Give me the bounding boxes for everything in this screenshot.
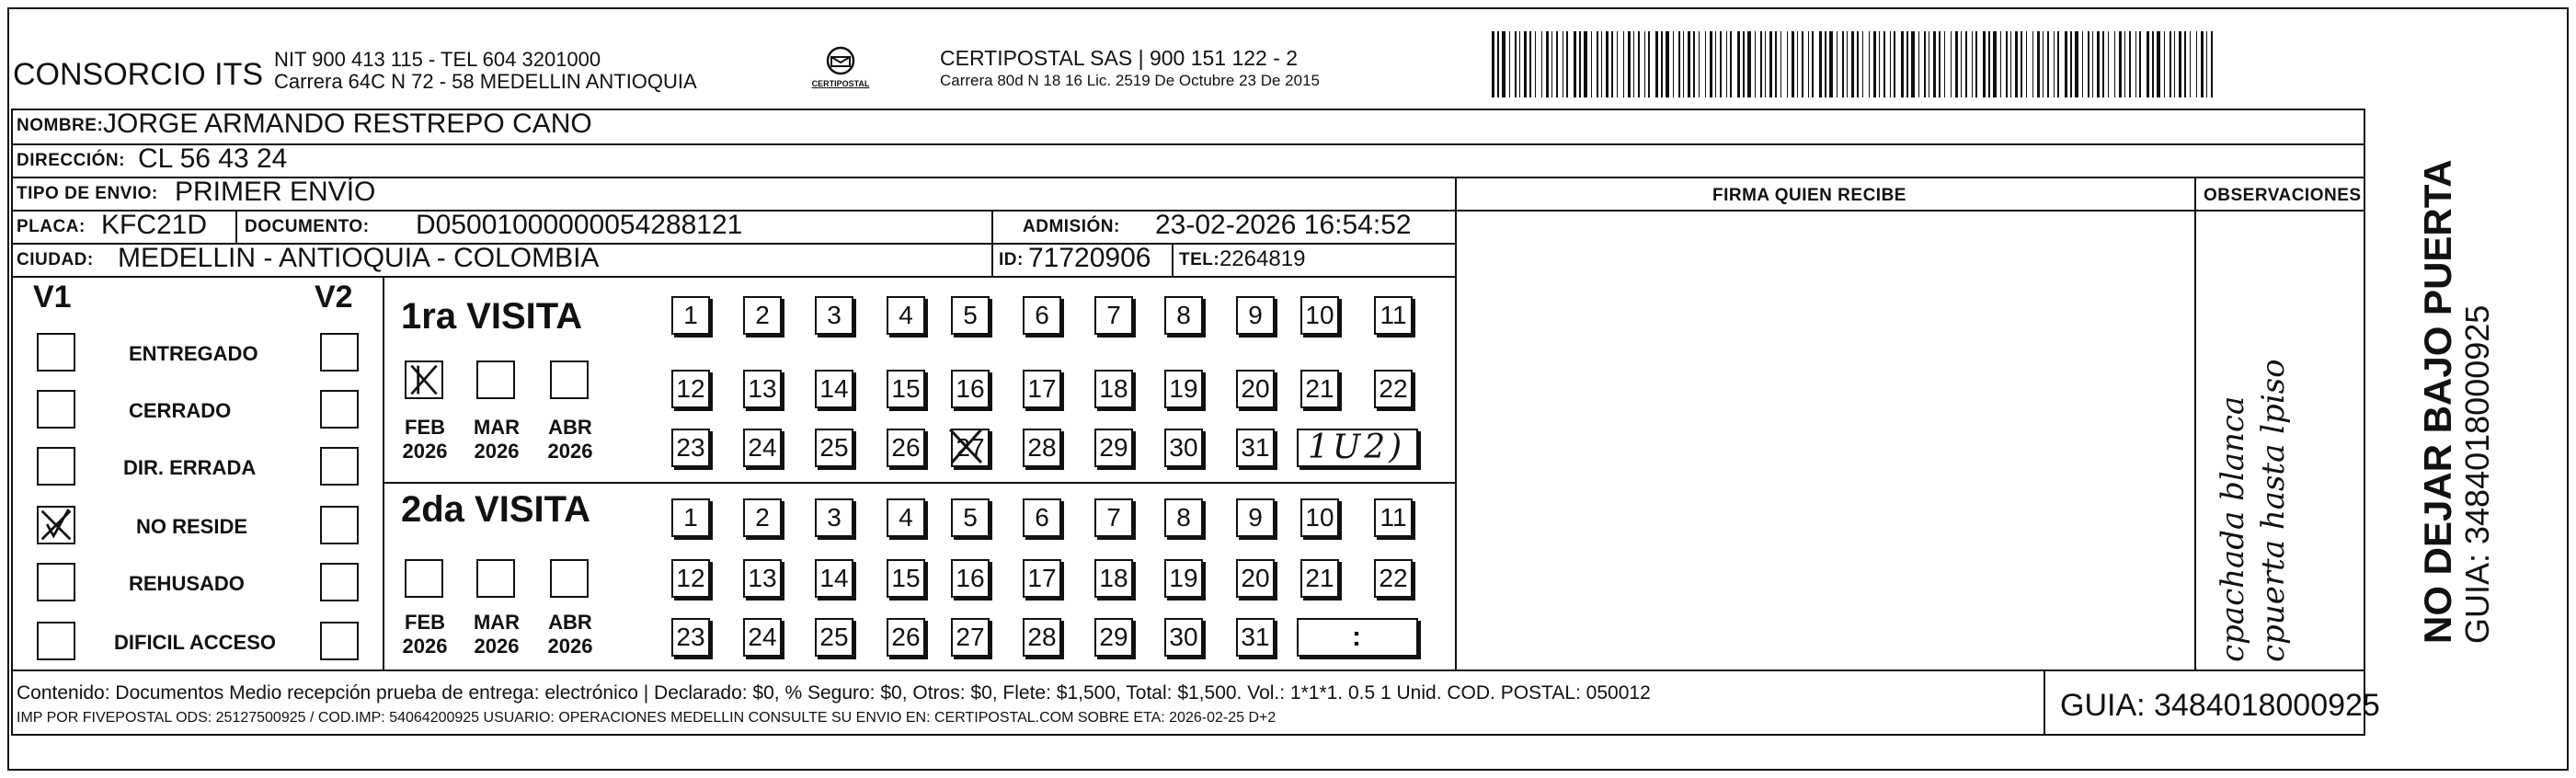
barcode-bar (1730, 31, 1732, 97)
barcode-bar (1720, 31, 1722, 97)
second-visit-day-23[interactable]: 23 (671, 618, 710, 657)
barcode-bar (2088, 31, 2089, 97)
barcode-bar (1944, 31, 1945, 97)
barcode-bar (1812, 31, 1814, 97)
barcode-bar (1983, 31, 1986, 97)
v1-checkbox-dir-errada[interactable] (37, 447, 75, 486)
certipostal-logo (813, 44, 868, 96)
barcode-bar (2010, 31, 2011, 97)
barcode-bar (2043, 31, 2044, 97)
barcode-bar (2000, 31, 2001, 97)
barcode-bar (1556, 31, 1558, 97)
first-visit-day-2[interactable]: 2 (743, 296, 782, 335)
first-visit-month-feb-label: FEB 2026 (402, 416, 448, 463)
barcode-bar (2021, 31, 2022, 97)
v2-checkbox-no-reside[interactable] (320, 506, 359, 544)
barcode-bar (1894, 31, 1895, 97)
first-visit-day-12[interactable]: 12 (671, 370, 710, 408)
second-visit-day-30[interactable]: 30 (1164, 618, 1203, 657)
first-visit-day-5[interactable]: 5 (951, 296, 990, 335)
second-visit-day-4[interactable]: 4 (887, 498, 925, 537)
barcode-bar (1574, 31, 1576, 97)
direccion-label: DIRECCIÓN: (17, 151, 125, 170)
barcode-bar (1737, 31, 1740, 97)
second-visit-day-8[interactable]: 8 (1164, 498, 1203, 537)
second-visit-day-21[interactable]: 21 (1300, 559, 1339, 598)
second-visit-month-feb-checkbox[interactable] (405, 559, 443, 598)
barcode-bar (1678, 31, 1680, 97)
second-visit-day-17[interactable]: 17 (1023, 559, 1061, 598)
barcode-bar (1515, 31, 1517, 97)
barcode-bar (1497, 31, 1499, 97)
second-visit-day-9[interactable]: 9 (1236, 498, 1275, 537)
barcode-bar (1606, 31, 1609, 97)
v2-header: V2 (315, 280, 353, 315)
barcode-bar (2184, 31, 2186, 97)
first-visit-day-18[interactable]: 18 (1094, 370, 1133, 408)
second-visit-day-25[interactable]: 25 (815, 618, 853, 657)
id-label: ID: (999, 250, 1024, 269)
barcode-bar (1842, 31, 1844, 97)
barcode-bar (1509, 31, 1510, 97)
ciudad-value: MEDELLIN - ANTIOQUIA - COLOMBIA (118, 243, 600, 273)
barcode-bar (2070, 31, 2072, 97)
handwritten-observation: cpachada blanca cpuerta hasta lpiso (2215, 359, 2292, 662)
carrier-line1: CERTIPOSTAL SAS | 900 151 122 - 2 (940, 46, 1299, 70)
barcode-bar (1623, 31, 1624, 97)
side-warning (2417, 159, 2496, 644)
barcode-bar (1566, 31, 1568, 97)
barcode-bar (1837, 31, 1838, 97)
barcode-bar (1747, 31, 1751, 97)
company-line1: NIT 900 413 115 - TEL 604 3201000 (274, 48, 601, 71)
v2-checkbox-entregado[interactable] (320, 333, 359, 372)
id-value: 71720906 (1028, 243, 1151, 273)
second-visit-day-6[interactable]: 6 (1023, 498, 1061, 537)
ciudad-label: CIUDAD: (17, 250, 94, 269)
tipo-envio-value: PRIMER ENVÍO (175, 177, 376, 207)
barcode-bar (2152, 31, 2154, 97)
barcode-bar (1879, 31, 1880, 97)
first-visit-month-abr-checkbox[interactable] (550, 360, 589, 399)
v1-checkbox-cerrado[interactable] (37, 390, 75, 429)
first-visit-title: 1ra VISITA (401, 296, 583, 337)
nombre-value: JORGE ARMANDO RESTREPO CANO (103, 109, 592, 139)
barcode-bar (1869, 31, 1870, 97)
barcode-bar (1906, 31, 1908, 97)
barcode-bar (2108, 31, 2109, 97)
barcode-bar (2147, 31, 2149, 97)
barcode-bar (1862, 31, 1863, 97)
first-visit-day-31[interactable]: 31 (1236, 429, 1275, 467)
first-visit-day-10[interactable]: 10 (1300, 296, 1339, 335)
second-visit-day-26[interactable]: 26 (887, 618, 925, 657)
barcode-bar (2124, 31, 2125, 97)
barcode-bar (1726, 31, 1727, 97)
v2-checkbox-dificil-acceso[interactable] (320, 622, 359, 660)
barcode-bar (1673, 31, 1674, 97)
barcode-bar (2032, 31, 2033, 97)
v2-checkbox-dir-errada[interactable] (320, 447, 359, 486)
tel-label: TEL: (1179, 250, 1220, 269)
barcode-bar (1988, 31, 1990, 97)
barcode-bar (1633, 31, 1634, 97)
barcode-bar (1939, 31, 1941, 97)
barcode-bar (1787, 31, 1788, 97)
x-mark-icon (406, 362, 441, 397)
second-visit-month-mar-label: MAR 2026 (473, 611, 521, 658)
barcode-bar (1655, 31, 1658, 97)
barcode-bar (1890, 31, 1891, 97)
second-visit-day-11[interactable]: 11 (1374, 498, 1413, 537)
barcode-bar (1918, 31, 1919, 97)
barcode-bar (1705, 31, 1706, 97)
second-visit-day-10[interactable]: 10 (1300, 498, 1339, 537)
footer-imp-line: IMP POR FIVEPOSTAL ODS: 25127500925 / COD.IMP: 54064200925 USUARIO: OPERACIONES MEDELLIN CONSULTE SU ENVIO EN: CERTIPOSTAL.COM SOBRE ETA: 2026-02-25 D+2 (17, 710, 1277, 726)
barcode-bar (2164, 31, 2165, 97)
barcode-bar (1519, 31, 1520, 97)
barcode-bar (1819, 31, 1822, 97)
tipo-envio-label: TIPO DE ENVIO: (17, 184, 158, 203)
first-visit-day-14[interactable]: 14 (815, 370, 853, 408)
check-mark-icon (39, 508, 74, 543)
first-visit-month-mar-label: MAR 2026 (473, 416, 521, 463)
first-visit-day-13[interactable]: 13 (743, 370, 782, 408)
barcode-bar (1502, 31, 1506, 97)
barcode-bar (1584, 31, 1587, 97)
first-visit-month-abr-label: ABR 2026 (547, 416, 593, 463)
barcode-bar (2092, 31, 2093, 97)
barcode-bar (1924, 31, 1926, 97)
barcode-bar (2054, 31, 2055, 97)
barcode-bar (1760, 31, 1762, 97)
barcode-bar (2190, 31, 2191, 97)
barcode-bar (1688, 31, 1690, 97)
barcode-bar (2006, 31, 2008, 97)
barcode-bar (2015, 31, 2018, 97)
firma-header: FIRMA QUIEN RECIBE (1712, 186, 1906, 205)
company-line2: Carrera 64C N 72 - 58 MEDELLIN ANTIOQUIA (274, 70, 697, 93)
barcode-bar (2065, 31, 2067, 97)
second-visit-time-colon: : (1352, 622, 1361, 652)
second-visit-day-16[interactable]: 16 (951, 559, 990, 598)
second-visit-day-15[interactable]: 15 (887, 559, 925, 598)
status-label-dir-errada: DIR. ERRADA (123, 456, 257, 479)
barcode-bar (2102, 31, 2104, 97)
barcode-bar (1769, 31, 1772, 97)
first-visit-time-box (1297, 429, 1418, 467)
barcode-bar (2097, 31, 2100, 97)
second-visit-day-1[interactable]: 1 (671, 498, 710, 537)
v1-checkbox-rehusado[interactable] (37, 563, 75, 601)
v1-checkbox-dificil-acceso[interactable] (37, 622, 75, 660)
barcode-bar (2075, 31, 2078, 97)
barcode-bar (2129, 31, 2131, 97)
barcode-bar (1792, 31, 1794, 97)
barcode-bar (1551, 31, 1552, 97)
barcode-bar (1666, 31, 1669, 97)
second-visit-title: 2da VISITA (401, 489, 590, 530)
direccion-value: CL 56 43 24 (138, 143, 288, 174)
second-visit-day-12[interactable]: 12 (671, 559, 710, 598)
barcode-bar (1857, 31, 1859, 97)
status-label-entregado: ENTREGADO (129, 342, 258, 365)
x-mark-icon (948, 428, 987, 466)
barcode-bar (2201, 31, 2204, 97)
barcode-bar (1638, 31, 1640, 97)
barcode-bar (2139, 31, 2141, 97)
v1-header: V1 (33, 280, 72, 315)
logo-text: CERTIPOSTAL (811, 79, 870, 88)
first-visit-day-9[interactable]: 9 (1236, 296, 1275, 335)
first-visit-day-30[interactable]: 30 (1164, 429, 1203, 467)
barcode-bar (1825, 31, 1826, 97)
second-visit-day-3[interactable]: 3 (815, 498, 853, 537)
barcode-bar (1715, 31, 1716, 97)
first-visit-day-7[interactable]: 7 (1094, 296, 1133, 335)
first-visit-day-17[interactable]: 17 (1023, 370, 1061, 408)
barcode-bar (1529, 31, 1531, 97)
first-visit-day-21[interactable]: 21 (1300, 370, 1339, 408)
barcode (1492, 31, 2218, 97)
tel-value: 2264819 (1219, 246, 1306, 271)
barcode-bar (1661, 31, 1663, 97)
barcode-bar (1611, 31, 1613, 97)
barcode-bar (1492, 31, 1494, 97)
status-label-no-reside: NO RESIDE (136, 515, 248, 538)
first-visit-day-27[interactable]: 27 (951, 429, 990, 467)
barcode-bar (1780, 31, 1781, 97)
barcode-bar (1847, 31, 1848, 97)
barcode-bar (2174, 31, 2175, 97)
barcode-bar (1951, 31, 1952, 97)
barcode-bar (1683, 31, 1684, 97)
admision-label: ADMISIÓN: (1023, 217, 1120, 236)
second-visit-day-5[interactable]: 5 (951, 498, 990, 537)
barcode-bar (2057, 31, 2059, 97)
first-visit-day-16[interactable]: 16 (951, 370, 990, 408)
documento-value: D05001000000054288121 (416, 210, 743, 240)
v2-checkbox-cerrado[interactable] (320, 390, 359, 429)
second-visit-day-31[interactable]: 31 (1236, 618, 1275, 657)
barcode-bar (1933, 31, 1936, 97)
no-dejar-bajo-puerta: NO DEJAR BAJO PUERTA (2416, 159, 2459, 644)
second-visit-time-box[interactable] (1297, 618, 1418, 657)
barcode-bar (1628, 31, 1631, 97)
observaciones-header: OBSERVACIONES (2204, 186, 2362, 205)
first-visit-day-22[interactable]: 22 (1374, 370, 1413, 408)
barcode-bar (2211, 31, 2213, 97)
barcode-bar (1802, 31, 1803, 97)
carrier-line2: Carrera 80d N 18 16 Lic. 2519 De Octubre 23 De 2015 (940, 72, 1320, 89)
second-visit-day-7[interactable]: 7 (1094, 498, 1133, 537)
barcode-bar (1797, 31, 1798, 97)
second-visit-month-abr-label: ABR 2026 (547, 611, 593, 658)
second-visit-day-2[interactable]: 2 (743, 498, 782, 537)
v1-checkbox-entregado[interactable] (37, 333, 75, 372)
status-label-dificil-acceso: DIFICIL ACCESO (114, 631, 277, 654)
nombre-label: NOMBRE: (17, 116, 104, 135)
footer-content-line: Contenido: Documentos Medio recepción prueba de entrega: electrónico | Declarado: $0, % Seguro: $0, Otros: $0, Flete: $1,500, Total: $1,500. Vol.: 1*1*1. 0.5 1 Unid. COD. POSTAL: 050012 (17, 682, 1651, 704)
barcode-bar (1829, 31, 1833, 97)
footer-guia: GUIA: 3484018000925 (2060, 688, 2380, 723)
barcode-bar (2026, 31, 2027, 97)
first-visit-day-11[interactable]: 11 (1374, 296, 1413, 335)
status-label-rehusado: REHUSADO (129, 572, 245, 595)
barcode-bar (1601, 31, 1602, 97)
barcode-bar (2157, 31, 2160, 97)
first-visit-day-3[interactable]: 3 (815, 296, 853, 335)
barcode-bar (1541, 31, 1542, 97)
barcode-bar (1579, 31, 1581, 97)
second-visit-month-abr-checkbox[interactable] (550, 559, 589, 598)
barcode-bar (1743, 31, 1745, 97)
barcode-bar (1775, 31, 1777, 97)
first-visit-day-28[interactable]: 28 (1023, 429, 1061, 467)
barcode-bar (1710, 31, 1712, 97)
barcode-bar (2047, 31, 2049, 97)
first-visit-day-4[interactable]: 4 (887, 296, 925, 335)
barcode-bar (1972, 31, 1973, 97)
second-visit-day-29[interactable]: 29 (1094, 618, 1133, 657)
company-name: CONSORCIO ITS (13, 57, 264, 92)
barcode-bar (1591, 31, 1592, 97)
first-visit-day-23[interactable]: 23 (671, 429, 710, 467)
first-visit-month-feb-checkbox[interactable] (405, 360, 443, 399)
barcode-bar (2119, 31, 2122, 97)
first-visit-day-24[interactable]: 24 (743, 429, 782, 467)
barcode-bar (1546, 31, 1549, 97)
first-visit-day-15[interactable]: 15 (887, 370, 925, 408)
second-visit-month-mar-checkbox[interactable] (476, 559, 515, 598)
barcode-bar (1993, 31, 1997, 97)
first-visit-month-mar-checkbox[interactable] (476, 360, 515, 399)
barcode-bar (1693, 31, 1695, 97)
placa-label: PLACA: (17, 217, 86, 236)
second-visit-day-18[interactable]: 18 (1094, 559, 1133, 598)
second-visit-day-22[interactable]: 22 (1374, 559, 1413, 598)
second-visit-day-28[interactable]: 28 (1023, 618, 1061, 657)
barcode-bar (1873, 31, 1876, 97)
barcode-bar (1851, 31, 1854, 97)
barcode-bar (2170, 31, 2171, 97)
barcode-bar (1883, 31, 1885, 97)
barcode-bar (1975, 31, 1977, 97)
barcode-bar (2082, 31, 2083, 97)
second-visit-day-14[interactable]: 14 (815, 559, 853, 598)
barcode-bar (2114, 31, 2115, 97)
barcode-bar (1535, 31, 1536, 97)
first-visit-day-1[interactable]: 1 (671, 296, 710, 335)
first-visit-day-29[interactable]: 29 (1094, 429, 1133, 467)
barcode-bar (1955, 31, 1958, 97)
first-visit-day-25[interactable]: 25 (815, 429, 853, 467)
status-label-cerrado: CERRADO (129, 399, 232, 422)
barcode-bar (1961, 31, 1962, 97)
v2-checkbox-rehusado[interactable] (320, 563, 359, 601)
barcode-bar (1644, 31, 1645, 97)
second-visit-day-27[interactable]: 27 (951, 618, 990, 657)
barcode-bar (1617, 31, 1618, 97)
second-visit-day-24[interactable]: 24 (743, 618, 782, 657)
documento-label: DOCUMENTO: (245, 217, 370, 236)
admision-value: 23-02-2026 16:54:52 (1155, 210, 1412, 240)
barcode-bar (2179, 31, 2181, 97)
first-visit-time-handwritten: 1U2) (1308, 429, 1406, 466)
barcode-bar (2135, 31, 2136, 97)
first-visit-day-8[interactable]: 8 (1164, 296, 1203, 335)
second-visit-day-13[interactable]: 13 (743, 559, 782, 598)
barcode-bar (1524, 31, 1527, 97)
second-visit-month-feb-label: FEB 2026 (402, 611, 448, 658)
first-visit-day-20[interactable]: 20 (1236, 370, 1275, 408)
second-visit-day-19[interactable]: 19 (1164, 559, 1203, 598)
barcode-bar (2196, 31, 2197, 97)
barcode-bar (1699, 31, 1700, 97)
barcode-bar (1597, 31, 1598, 97)
barcode-bar (1965, 31, 1967, 97)
first-visit-day-26[interactable]: 26 (887, 429, 925, 467)
second-visit-day-20[interactable]: 20 (1236, 559, 1275, 598)
side-guia: GUIA: 3484018000925 (2458, 304, 2496, 644)
barcode-bar (1911, 31, 1915, 97)
barcode-bar (1755, 31, 1756, 97)
placa-value: KFC21D (101, 210, 208, 240)
barcode-bar (1648, 31, 1650, 97)
barcode-bar (2037, 31, 2040, 97)
barcode-bar (1808, 31, 1809, 97)
barcode-bar (1765, 31, 1766, 97)
barcode-bar (2206, 31, 2207, 97)
barcode-bar (1901, 31, 1904, 97)
first-visit-day-19[interactable]: 19 (1164, 370, 1203, 408)
first-visit-day-6[interactable]: 6 (1023, 296, 1061, 335)
v1-checkbox-no-reside[interactable] (37, 506, 75, 544)
